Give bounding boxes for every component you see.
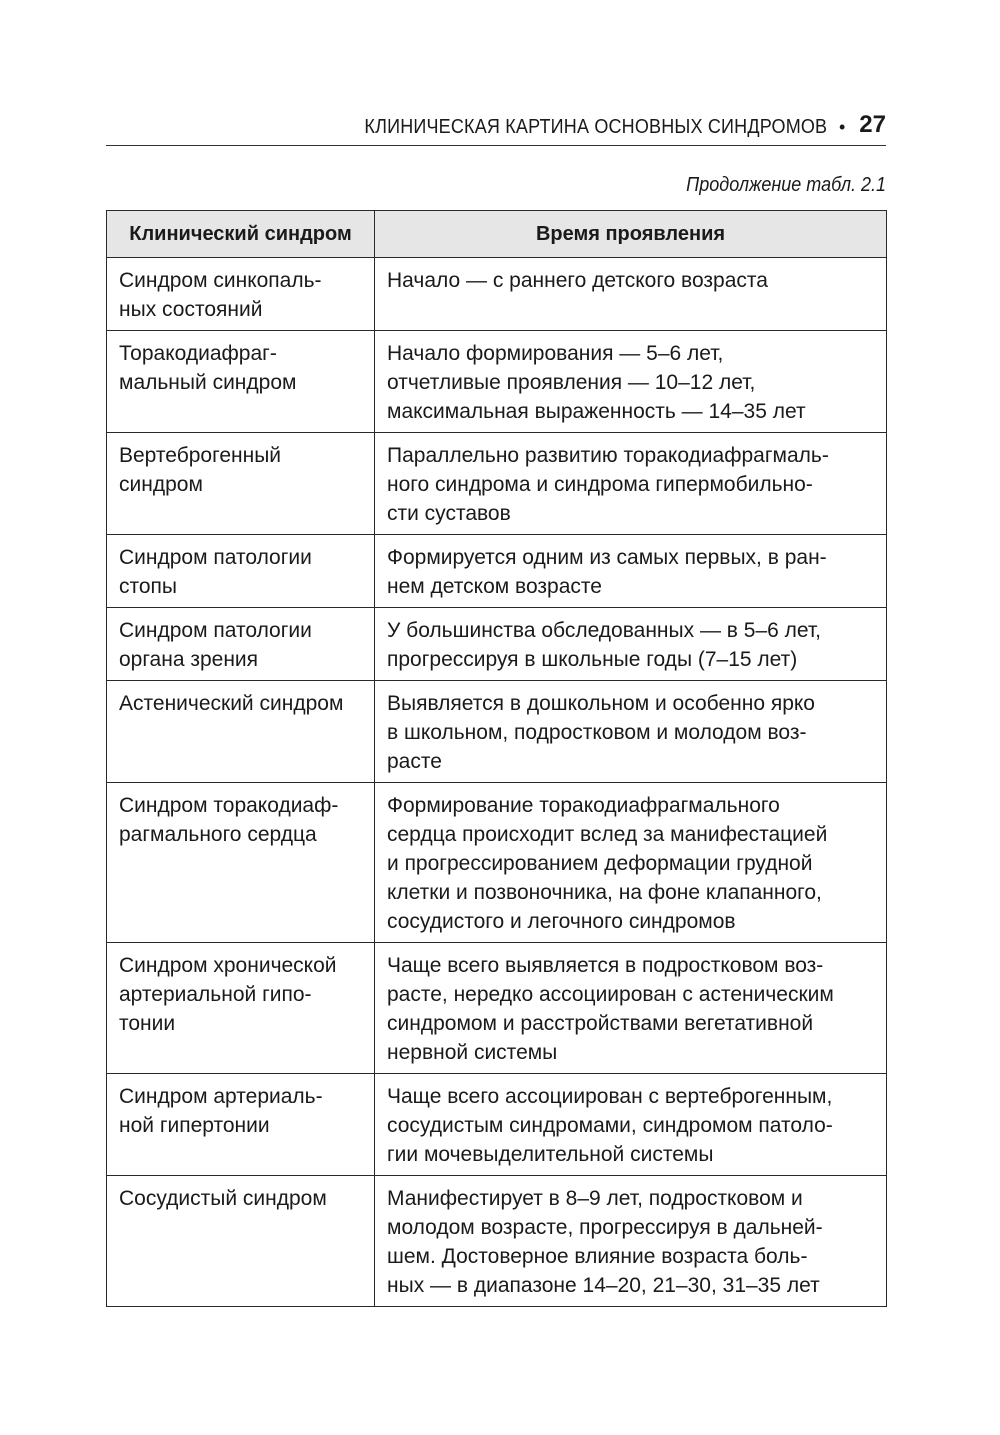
time-cell — [375, 608, 887, 681]
time-cell — [375, 1074, 887, 1176]
time-cell — [375, 783, 887, 943]
time-text: Чаще всего ассоциирован с вертеброгенным, сосудистым синдромами, синдромом патоло- гии мочевыделительной системы — [387, 1085, 833, 1166]
column-header-syndrome: Клинический синдром — [107, 211, 375, 258]
table-row — [107, 1074, 887, 1176]
syndrome-cell — [107, 535, 375, 608]
time-text: У большинства обследованных — в 5–6 лет, прогрессируя в школьные годы (7–15 лет) — [387, 619, 821, 671]
table-row — [107, 943, 887, 1074]
time-text: Формируется одним из самых первых, в ран- нем детском возрасте — [387, 546, 827, 598]
time-cell — [375, 535, 887, 608]
header-bullet: • — [838, 117, 846, 137]
time-text: Чаще всего выявляется в подростковом воз- расте, нередко ассоциирован с астеническим синдромом и расстройствами вегетативной нервной системы — [387, 954, 834, 1064]
syndrome-text: Астенический синдром — [119, 692, 344, 715]
column-header-time: Время проявления — [375, 211, 887, 258]
syndrome-text: Сосудистый синдром — [119, 1187, 327, 1210]
time-text: Начало формирования — 5–6 лет, отчетливые проявления — 10–12 лет, максимальная выраженность — 14–35 лет — [387, 342, 806, 423]
syndrome-text: Торакодиафраг- мальный синдром — [119, 342, 297, 394]
running-head — [106, 112, 886, 146]
table-row — [107, 1176, 887, 1307]
time-text: Манифестирует в 8–9 лет, подростковом и молодом возрасте, прогрессируя в дальней- шем. Достоверное влияние возраста боль- ных — в диапазоне 14–20, 21–30, 31–35 лет — [387, 1187, 823, 1297]
syndrome-text: Синдром синкопаль- ных состояний — [119, 269, 322, 321]
syndrome-cell — [107, 1074, 375, 1176]
syndrome-cell — [107, 258, 375, 331]
time-cell — [375, 1176, 887, 1307]
time-cell — [375, 331, 887, 433]
syndrome-text: Вертеброгенный синдром — [119, 444, 282, 496]
syndrome-text: Синдром патологии органа зрения — [119, 619, 312, 671]
syndrome-cell — [107, 681, 375, 783]
syndrome-text: Синдром артериаль- ной гипертонии — [119, 1085, 323, 1137]
time-text: Формирование торакодиафрагмального сердца происходит вслед за манифестацией и прогрессированием деформации грудной клетки и позвоночника, на фоне клапанного, сосудистого и легочного синдромов — [387, 794, 828, 933]
running-title: КЛИНИЧЕСКАЯ КАРТИНА ОСНОВНЫХ СИНДРОМОВ — [364, 116, 827, 138]
table-header-row — [107, 211, 887, 258]
time-cell — [375, 681, 887, 783]
syndrome-text: Синдром патологии стопы — [119, 546, 312, 598]
syndrome-cell — [107, 433, 375, 535]
time-cell — [375, 943, 887, 1074]
syndrome-cell — [107, 1176, 375, 1307]
syndrome-cell — [107, 331, 375, 433]
syndrome-cell — [107, 608, 375, 681]
time-text: Параллельно развитию торакодиафрагмаль- ного синдрома и синдрома гипермобильно- сти суставов — [387, 444, 829, 525]
table-row — [107, 331, 887, 433]
table-row — [107, 433, 887, 535]
page-number: 27 — [859, 111, 886, 138]
table-row — [107, 681, 887, 783]
time-cell — [375, 433, 887, 535]
time-text: Начало — с раннего детского возраста — [387, 269, 768, 292]
table-row — [107, 535, 887, 608]
syndrome-text: Синдром хронической артериальной гипо- тонии — [119, 954, 337, 1035]
syndromes-table — [106, 210, 887, 1307]
syndrome-cell — [107, 943, 375, 1074]
table-caption: Продолжение табл. 2.1 — [686, 174, 886, 196]
table-row — [107, 608, 887, 681]
time-cell — [375, 258, 887, 331]
syndrome-cell — [107, 783, 375, 943]
table-row — [107, 258, 887, 331]
table-row — [107, 783, 887, 943]
time-text: Выявляется в дошкольном и особенно ярко в школьном, подростковом и молодом воз- расте — [387, 692, 815, 773]
syndrome-text: Синдром торакодиаф- рагмального сердца — [119, 794, 339, 846]
